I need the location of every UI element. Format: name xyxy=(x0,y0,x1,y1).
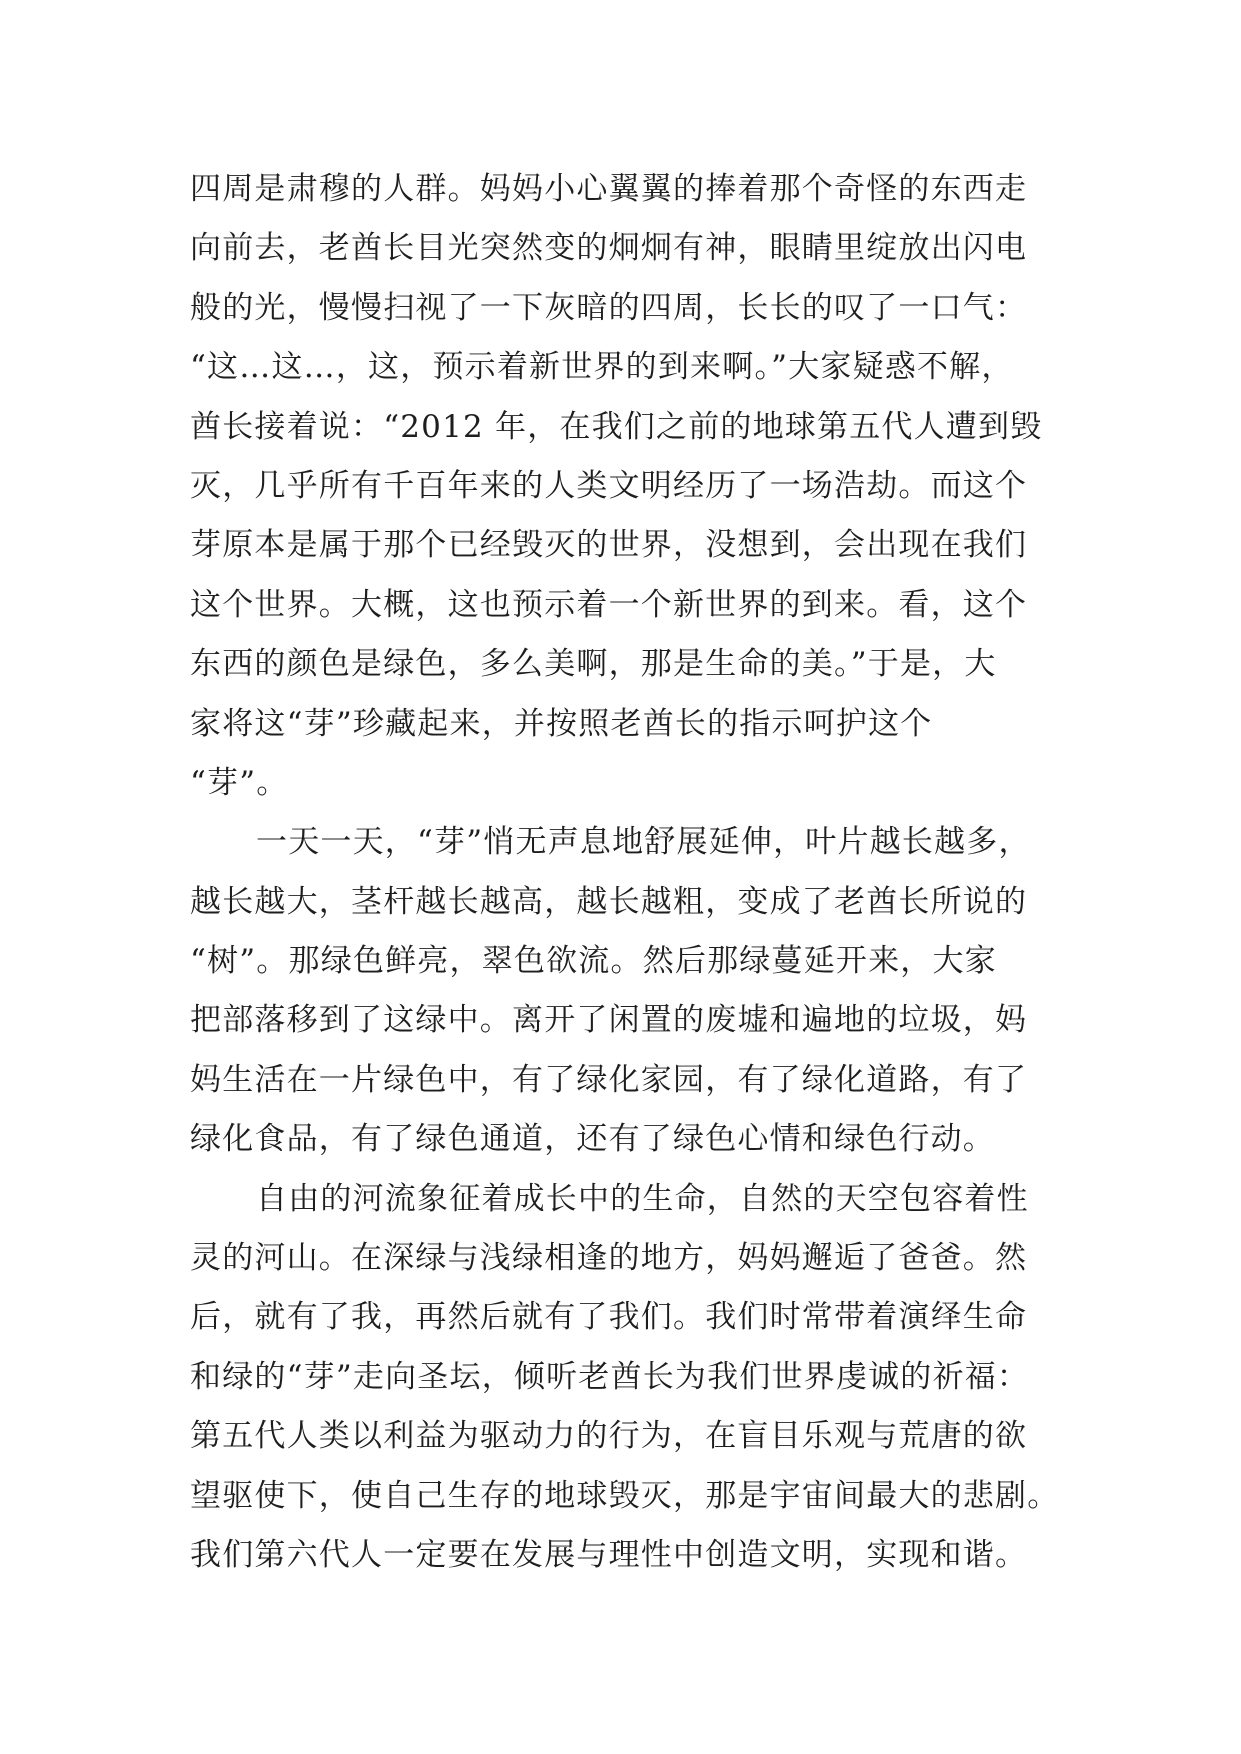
text-line: 般的光，慢慢扫视了一下灰暗的四周，长长的叹了一口气： xyxy=(190,289,1028,326)
text-line: 我们第六代人一定要在发展与理性中创造文明，实现和谐。 xyxy=(190,1536,1028,1573)
text-line: “树”。那绿色鲜亮，翠色欲流。然后那绿蔓延开来，大家 xyxy=(190,943,997,980)
text-line: 向前去，老酋长目光突然变的炯炯有神，眼睛里绽放出闪电 xyxy=(190,230,1028,267)
text-line: “芽”。 xyxy=(190,764,289,801)
text-line: 把部落移到了这绿中。离开了闲置的废墟和遍地的垃圾，妈 xyxy=(190,1002,1028,1039)
body-text xyxy=(190,160,1070,1585)
text-line: 越长越大，茎杆越长越高，越长越粗，变成了老酋长所说的 xyxy=(190,883,1028,920)
text-line: 和绿的“芽”走向圣坛，倾听老酋长为我们世界虔诚的祈福： xyxy=(190,1358,1030,1395)
text-line: 灭，几乎所有千百年来的人类文明经历了一场浩劫。而这个 xyxy=(190,467,1028,504)
text-line: 望驱使下，使自己生存的地球毁灭，那是宇宙间最大的悲剧。 xyxy=(190,1477,1060,1514)
text-line: 这个世界。大概，这也预示着一个新世界的到来。看，这个 xyxy=(190,586,1028,623)
text-line: 酋长接着说：“2012 年，在我们之前的地球第五代人遭到毁 xyxy=(190,408,1043,445)
text-line: “这…这…，这，预示着新世界的到来啊。”大家疑惑不解， xyxy=(190,349,1014,386)
text-line: 妈生活在一片绿色中，有了绿化家园，有了绿化道路，有了 xyxy=(190,1061,1028,1098)
text-line: 四周是肃穆的人群。妈妈小心翼翼的捧着那个奇怪的东西走 xyxy=(190,171,1028,207)
text-line: 灵的河山。在深绿与浅绿相逢的地方，妈妈邂逅了爸爸。然 xyxy=(190,1240,1028,1277)
text-line: 第五代人类以利益为驱动力的行为，在盲目乐观与荒唐的欲 xyxy=(190,1418,1028,1455)
text-line: 绿化食品，有了绿色通道，还有了绿色心情和绿色行动。 xyxy=(190,1121,995,1158)
text-line: 东西的颜色是绿色，多么美啊，那是生命的美。”于是，大 xyxy=(190,646,997,683)
text-line: 家将这“芽”珍藏起来，并按照老酋长的指示呵护这个 xyxy=(190,705,933,742)
text-line: 后，就有了我，再然后就有了我们。我们时常带着演绎生命 xyxy=(190,1299,1028,1336)
text-line: 芽原本是属于那个已经毁灭的世界，没想到，会出现在我们 xyxy=(190,527,1028,564)
text-line: 自由的河流象征着成长中的生命，自然的天空包容着性 xyxy=(256,1180,1029,1217)
text-line: 一天一天，“芽”悄无声息地舒展延伸，叶片越长越多， xyxy=(256,824,1031,861)
